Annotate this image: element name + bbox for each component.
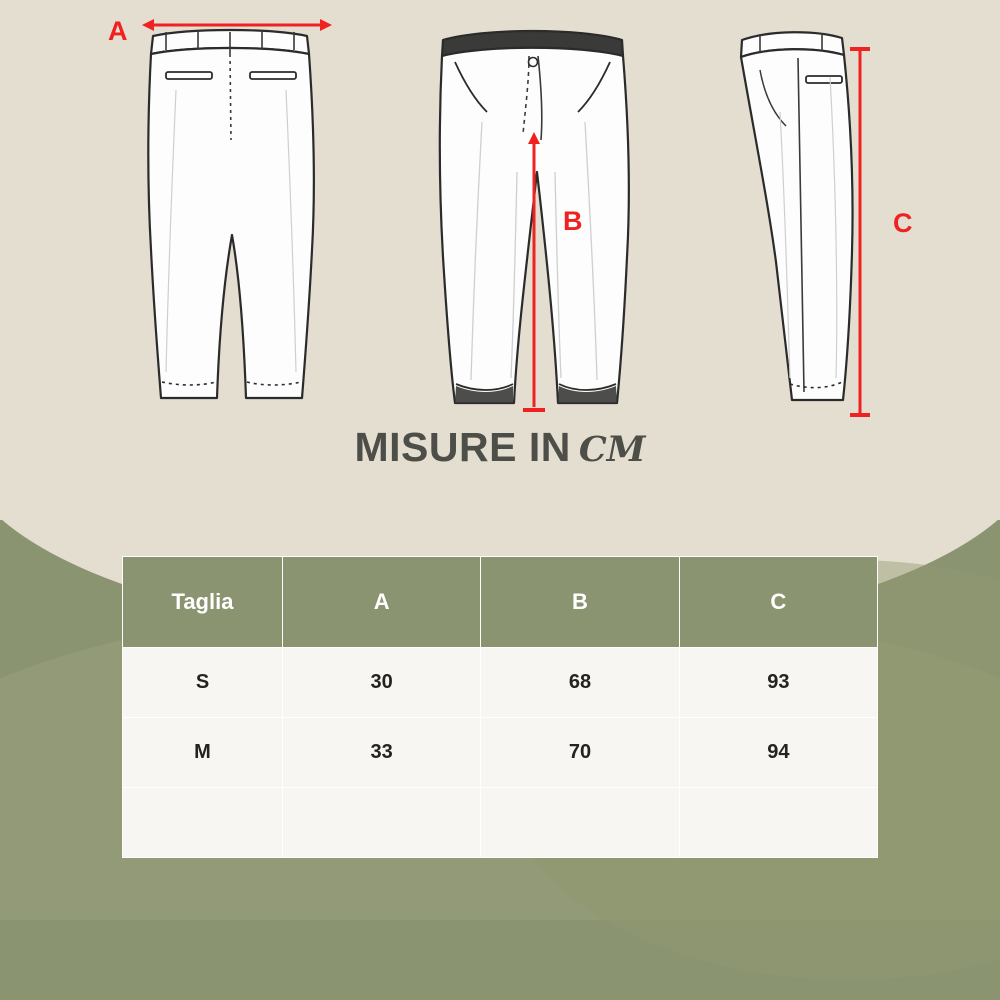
table-header-a: A bbox=[283, 557, 481, 648]
measure-label-a: A bbox=[108, 16, 128, 46]
measure-arrow-b bbox=[523, 132, 545, 417]
page-title-unit: CM bbox=[578, 429, 646, 470]
cell-size: M bbox=[123, 718, 283, 788]
cell-a: 30 bbox=[283, 648, 481, 718]
table-header-size: Taglia bbox=[123, 557, 283, 648]
page-title bbox=[0, 424, 1000, 471]
cell-c: 93 bbox=[679, 648, 877, 718]
table-row bbox=[123, 718, 878, 788]
cell-c: 94 bbox=[679, 718, 877, 788]
table-header-row bbox=[123, 557, 878, 648]
page-title-text: MISURE IN bbox=[354, 424, 571, 470]
cell-a: 33 bbox=[283, 718, 481, 788]
cell-a bbox=[283, 788, 481, 858]
size-table bbox=[122, 556, 878, 858]
illustration-group bbox=[0, 0, 1000, 430]
measure-arrow-a bbox=[142, 14, 332, 36]
trousers-back-view bbox=[120, 20, 340, 420]
table-header-b: B bbox=[481, 557, 679, 648]
cell-size bbox=[123, 788, 283, 858]
cell-b: 68 bbox=[481, 648, 679, 718]
measure-arrow-c bbox=[848, 47, 872, 417]
cell-b: 70 bbox=[481, 718, 679, 788]
table-row bbox=[123, 788, 878, 858]
cell-b bbox=[481, 788, 679, 858]
table-row bbox=[123, 648, 878, 718]
measure-label-c: C bbox=[893, 208, 913, 238]
table-header-c: C bbox=[679, 557, 877, 648]
cell-c bbox=[679, 788, 877, 858]
trousers-front-view bbox=[425, 22, 640, 417]
cell-size: S bbox=[123, 648, 283, 718]
measure-label-b: B bbox=[563, 206, 583, 236]
trousers-side-view bbox=[730, 22, 880, 412]
size-table-wrapper bbox=[122, 556, 878, 858]
